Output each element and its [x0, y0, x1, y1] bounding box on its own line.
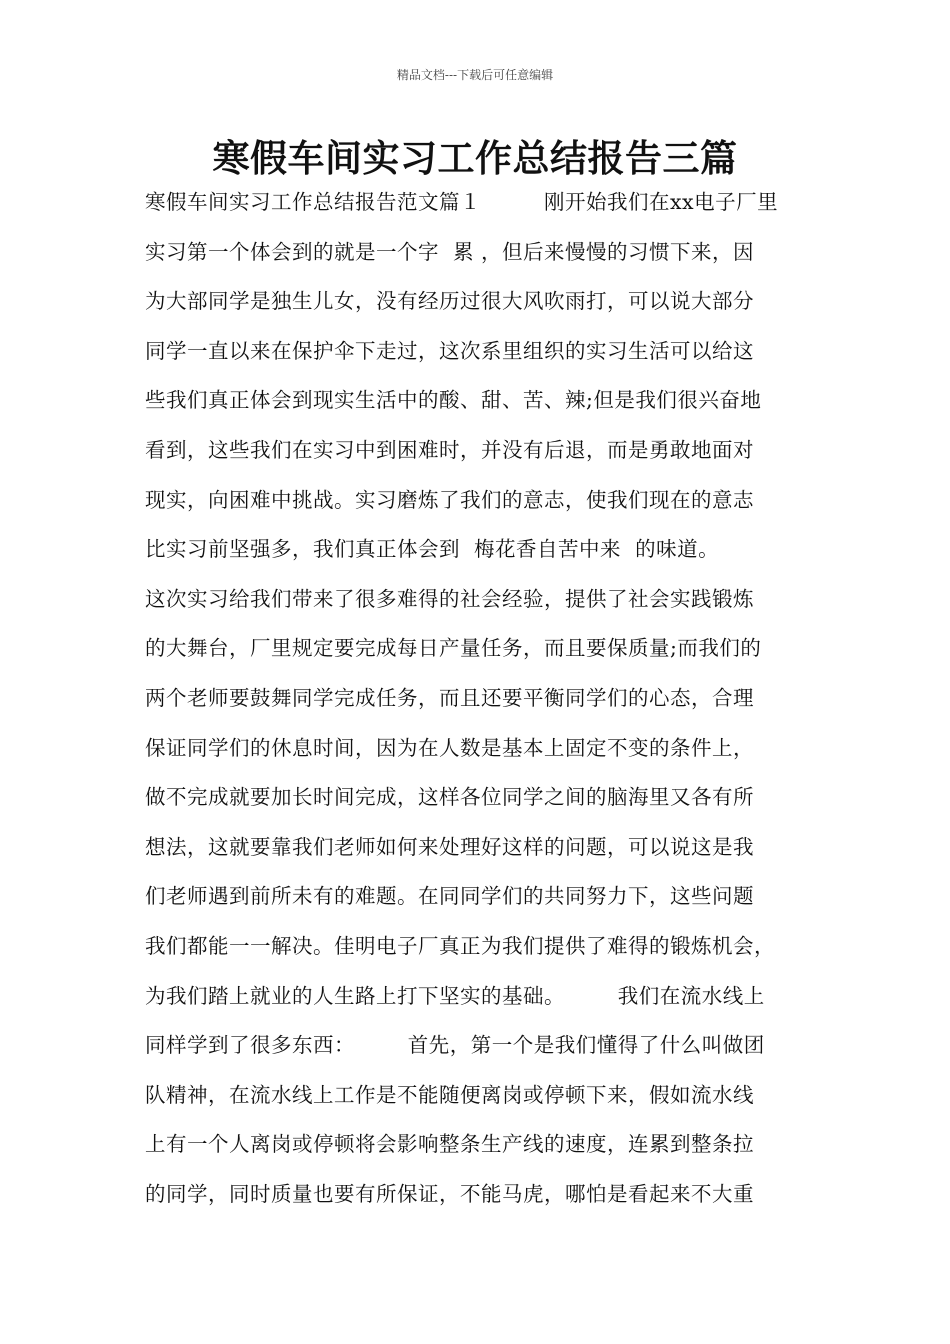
body-text: [145, 182, 825, 1223]
body-line: 队精神，在流水线上工作是不能随便离岗或停顿下来，假如流水线: [145, 1082, 754, 1107]
body-line: 的同学，同时质量也要有所保证，不能马虎，哪怕是看起来不大重: [145, 1181, 754, 1206]
body-line: 的大舞台，厂里规定要完成每日产量任务，而且要保质量;而我们的: [145, 636, 762, 661]
body-line: 上有一个人离岗或停顿将会影响整条生产线的速度，连累到整条拉: [145, 1132, 754, 1157]
body-line: 想法，这就要靠我们老师如何来处理好这样的问题，可以说这是我: [145, 834, 754, 859]
body-line: 比实习前坚强多，我们真正体会到 梅花香自苦中来 的味道。: [145, 537, 720, 562]
document-title: 寒假车间实习工作总结报告三篇: [212, 137, 738, 180]
body-line: 看到，这些我们在实习中到困难时，并没有后退，而是勇敢地面对: [145, 437, 754, 462]
body-line: 我们都能一一解决。佳明电子厂真正为我们提供了难得的锻炼机会，: [145, 933, 775, 958]
header-note: 精品文档---下载后可任意编辑: [396, 68, 554, 82]
body-line: 寒假车间实习工作总结报告范文篇１ 刚开始我们在xx电子厂里: [145, 190, 779, 214]
body-line: 为我们踏上就业的人生路上打下坚实的基础。 我们在流水线上: [145, 983, 765, 1008]
body-line: 两个老师要鼓舞同学完成任务，而且还要平衡同学们的心态，合理: [145, 685, 754, 710]
body-line: 为大部同学是独生儿女，没有经历过很大风吹雨打，可以说大部分: [145, 289, 754, 314]
body-line: 做不完成就要加长时间完成，这样各位同学之间的脑海里又各有所: [145, 785, 754, 810]
body-line: 们老师遇到前所未有的难题。在同同学们的共同努力下，这些问题: [145, 884, 754, 909]
body-line: 现实，向困难中挑战。实习磨炼了我们的意志，使我们现在的意志: [145, 487, 754, 512]
body-line: 保证同学们的休息时间，因为在人数是基本上固定不变的条件上，: [145, 735, 754, 760]
body-line: 些我们真正体会到现实生活中的酸、甜、苦、辣;但是我们很兴奋地: [145, 388, 762, 413]
body-line: 同学一直以来在保护伞下走过，这次系里组织的实习生活可以给这: [145, 338, 754, 363]
body-line: 实习第一个体会到的就是一个字 累 ，但后来慢慢的习惯下来，因: [145, 239, 755, 264]
body-line: 这次实习给我们带来了很多难得的社会经验，提供了社会实践锻炼: [145, 586, 754, 611]
body-line: 同样学到了很多东西： 首先，第一个是我们懂得了什么叫做团: [145, 1033, 765, 1058]
